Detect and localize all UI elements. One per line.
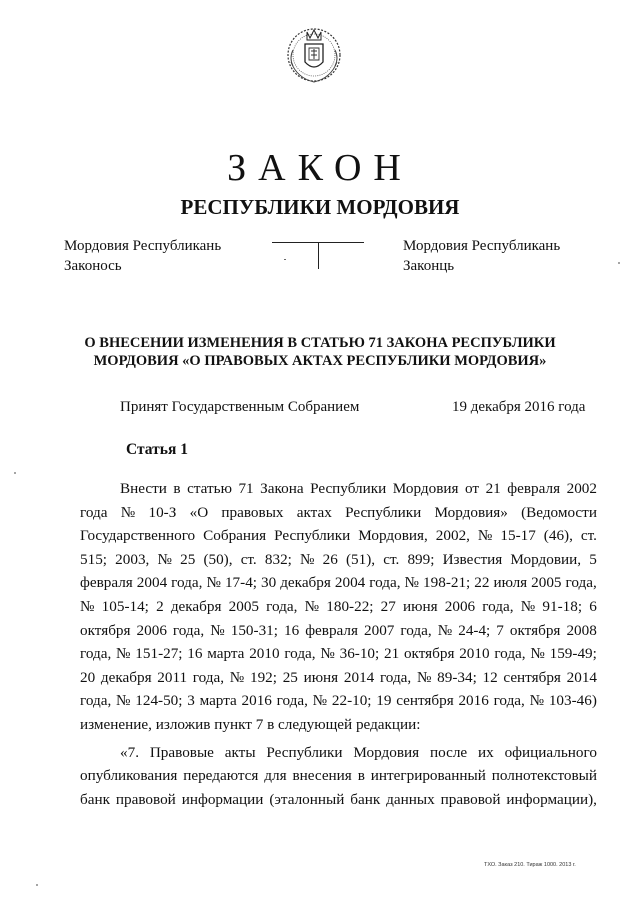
- scan-speck: [36, 884, 38, 886]
- body-word: Известия: [442, 550, 503, 568]
- body-word: «О: [189, 503, 209, 521]
- body-word: (эталонный: [269, 790, 345, 808]
- body-word: года,: [172, 621, 205, 639]
- body-word: 3: [187, 692, 195, 710]
- adopted-by: Принят Государственным Собранием: [120, 399, 360, 415]
- body-word: 16: [284, 621, 300, 639]
- body-word: 20: [80, 668, 96, 686]
- body-word: №: [116, 692, 131, 710]
- body-word: №: [206, 574, 221, 592]
- body-word: Республики: [266, 743, 343, 761]
- body-word: №: [529, 692, 545, 710]
- body-word: №: [320, 645, 335, 663]
- body-word: 515;: [80, 550, 108, 568]
- body-line: [80, 524, 597, 548]
- body-word: 159-49;: [549, 645, 597, 663]
- body-word: правовой: [440, 790, 501, 808]
- body-word: октября: [509, 621, 561, 639]
- body-line: [80, 788, 597, 812]
- body-word: банк: [80, 790, 110, 808]
- body-line: [80, 741, 597, 765]
- body-line: [80, 501, 597, 525]
- erzya-title-line: Мордовия Республикань: [403, 238, 561, 254]
- body-word: (51),: [346, 550, 376, 568]
- moksha-title-line: Мордовия Республикань: [64, 238, 222, 254]
- body-word: 6: [589, 597, 597, 615]
- body-word: Республики: [274, 527, 351, 545]
- body-word: октября: [80, 621, 131, 639]
- body-word: №: [120, 503, 136, 521]
- body-word: 2002: [566, 480, 597, 497]
- body-word: 2008: [566, 621, 597, 639]
- body-word: года,: [276, 692, 308, 710]
- moksha-title-line: Законось: [64, 258, 122, 274]
- body-word: 2: [156, 597, 164, 615]
- body-word: Республики: [310, 480, 387, 497]
- body-word: марта: [207, 645, 245, 663]
- body-word: сентября: [503, 668, 561, 686]
- body-word: 19: [376, 692, 392, 710]
- body-word: 30: [261, 574, 277, 592]
- body-word: июня: [403, 597, 438, 615]
- body-word: 105-14;: [101, 597, 149, 615]
- body-word: 2004: [334, 574, 366, 592]
- body-word: №: [477, 527, 493, 545]
- body-word: октября: [403, 645, 455, 663]
- body-word: 180-22;: [326, 597, 374, 615]
- body-word: года,: [192, 668, 225, 686]
- body-word: 2014: [343, 668, 375, 686]
- body-word: акты: [224, 743, 256, 761]
- body-word: актах: [296, 503, 332, 521]
- body-word: опубликования: [80, 767, 178, 785]
- body-word: 27: [380, 597, 396, 615]
- body-line: [80, 764, 597, 788]
- body-word: №: [312, 692, 328, 710]
- body-word: 192;: [249, 668, 277, 686]
- adopted-date: 19 декабря 2016 года: [452, 399, 586, 415]
- body-word: 899;: [407, 550, 435, 568]
- body-word: 36-10;: [339, 645, 380, 663]
- body-word: 2006: [136, 621, 167, 639]
- body-word: февраля: [305, 621, 358, 639]
- body-word: №: [300, 550, 315, 568]
- body-word: 21: [384, 645, 400, 663]
- body-word: сентября: [396, 692, 454, 710]
- law-subtitle: РЕСПУБЛИКИ МОРДОВИЯ: [180, 195, 460, 219]
- body-line: [80, 619, 597, 643]
- body-word: ст.: [383, 550, 400, 568]
- body-word: ст.: [580, 527, 597, 545]
- body-word: года,: [400, 621, 432, 639]
- body-word: Республики: [345, 503, 422, 521]
- body-word: 24-4;: [458, 621, 491, 639]
- body-word: года,: [266, 597, 298, 615]
- body-word: марта: [199, 692, 237, 710]
- body-word: Государственного: [80, 527, 196, 545]
- law-title: ЗАКОН: [227, 147, 413, 189]
- body-word: года,: [493, 692, 525, 710]
- body-word: 91-18;: [542, 597, 583, 615]
- body-word: (46),: [543, 527, 573, 545]
- body-word: года,: [369, 574, 401, 592]
- body-word: 2007: [364, 621, 395, 639]
- body-word: февраля: [80, 574, 133, 592]
- body-line: [80, 689, 597, 713]
- body-word: декабря: [100, 668, 152, 686]
- body-word: 26: [322, 550, 338, 568]
- body-word: декабря: [280, 574, 331, 592]
- body-word: декабря: [170, 597, 222, 615]
- body-line: [80, 595, 597, 619]
- body-word: 16: [187, 645, 203, 663]
- body-word: после: [429, 743, 468, 761]
- body-word: передаются: [183, 767, 259, 785]
- print-note: ТХО. Заказ 210. Тираж 1000. 2013 г.: [484, 862, 576, 868]
- body-word: №: [520, 597, 536, 615]
- body-word: июля: [493, 574, 528, 592]
- body-word: «7.: [120, 743, 139, 761]
- body-word: 89-34;: [437, 668, 477, 686]
- body-line: [80, 571, 597, 595]
- body-word: 2014: [566, 668, 597, 686]
- body-word: в: [357, 767, 365, 785]
- body-word: для: [264, 767, 287, 785]
- body-word: Мордовия,: [358, 527, 428, 545]
- body-word: Внести: [120, 480, 167, 497]
- body-word: 2005: [228, 597, 260, 615]
- body-word: 7: [496, 621, 504, 639]
- body-line: изменение, изложив пункт 7 в следующей редакции:: [80, 715, 421, 733]
- body-word: года,: [565, 574, 597, 592]
- body-line: [80, 548, 597, 572]
- body-word: 151-27;: [135, 645, 183, 663]
- body-word: Мордовия»: [434, 503, 508, 521]
- body-word: Мордовия: [392, 480, 459, 497]
- body-word: 71: [238, 480, 254, 497]
- body-word: 5: [589, 550, 597, 568]
- erzya-title-block: [403, 236, 560, 276]
- body-word: 2005: [531, 574, 562, 592]
- body-word: 124-50;: [135, 692, 183, 710]
- moksha-title-block: [64, 236, 221, 276]
- body-word: их: [478, 743, 494, 761]
- scan-speck: [14, 472, 16, 474]
- scan-speck: [618, 262, 620, 264]
- body-word: года: [80, 503, 108, 521]
- body-word: 198-21;: [423, 574, 471, 592]
- body-word: 2004: [136, 574, 168, 592]
- body-word: №: [530, 645, 545, 663]
- body-word: 2016: [458, 692, 489, 710]
- body-word: №: [210, 621, 225, 639]
- body-word: №: [404, 574, 420, 592]
- body-word: года,: [494, 645, 526, 663]
- body-word: 2003,: [115, 550, 150, 568]
- body-line: [80, 666, 597, 690]
- body-word: (50),: [203, 550, 233, 568]
- heading-line: МОРДОВИЯ «О ПРАВОВЫХ АКТАХ РЕСПУБЛИКИ МОРДОВИЯ»: [93, 353, 547, 369]
- body-word: 25: [282, 668, 298, 686]
- body-word: №: [116, 645, 131, 663]
- body-word: (Ведомости: [521, 503, 597, 521]
- body-word: 12: [482, 668, 498, 686]
- body-word: года,: [379, 668, 412, 686]
- coat-of-arms-icon: [283, 22, 345, 86]
- body-word: банк: [350, 790, 381, 808]
- body-word: №: [80, 597, 95, 615]
- body-word: 2002,: [435, 527, 470, 545]
- body-word: правовых: [221, 503, 284, 521]
- body-word: №: [416, 668, 432, 686]
- header-divider-vertical: [318, 242, 319, 269]
- heading-line: О ВНЕСЕНИИ ИЗМЕНЕНИЯ В СТАТЬЮ 71 ЗАКОНА РЕСПУБЛИКИ: [84, 335, 556, 351]
- body-word: от: [465, 480, 480, 497]
- body-line: [80, 477, 597, 501]
- body-word: июня: [303, 668, 339, 686]
- body-word: 25: [180, 550, 196, 568]
- body-word: 15-17: [500, 527, 536, 545]
- body-word: ст.: [240, 550, 257, 568]
- body-word: 17-4;: [224, 574, 258, 592]
- body-word: года,: [171, 574, 203, 592]
- body-word: Собрания: [203, 527, 267, 545]
- body-word: внесения: [292, 767, 352, 785]
- body-word: 22: [474, 574, 490, 592]
- body-word: №: [437, 621, 453, 639]
- body-word: 10-З: [148, 503, 177, 521]
- body-word: данных: [386, 790, 435, 808]
- law-heading: [0, 334, 640, 370]
- body-word: №: [157, 550, 172, 568]
- body-word: года,: [482, 597, 514, 615]
- body-word: 2006: [444, 597, 476, 615]
- body-word: 832;: [264, 550, 292, 568]
- body-word: 2010: [459, 645, 490, 663]
- body-word: Мордовия: [353, 743, 420, 761]
- body-word: информации: [181, 790, 264, 808]
- body-word: 103-46): [548, 692, 597, 710]
- body-word: 2011: [157, 668, 188, 686]
- body-word: года,: [80, 645, 112, 663]
- body-word: интегрированный: [370, 767, 486, 785]
- body-word: Закона: [260, 480, 304, 497]
- body-word: №: [304, 597, 320, 615]
- body-word: статью: [187, 480, 232, 497]
- body-word: официального: [504, 743, 597, 761]
- erzya-title-line: Законць: [403, 258, 455, 274]
- body-word: 2010: [249, 645, 280, 663]
- body-word: 21: [485, 480, 501, 497]
- body-word: в: [173, 480, 181, 497]
- body-word: Мордовии,: [510, 550, 582, 568]
- article-title: Статья 1: [126, 441, 188, 458]
- body-word: февраля: [507, 480, 561, 497]
- body-word: 22-10;: [331, 692, 372, 710]
- body-word: информации),: [506, 790, 597, 808]
- body-line: [80, 642, 597, 666]
- body-word: года,: [284, 645, 316, 663]
- body-word: Правовые: [149, 743, 214, 761]
- body-word: правовой: [115, 790, 176, 808]
- body-word: полнотекстовый: [491, 767, 597, 785]
- body-word: года,: [80, 692, 112, 710]
- body-word: №: [229, 668, 245, 686]
- body-word: 2016: [241, 692, 272, 710]
- article-body: [80, 477, 597, 811]
- scan-speck: [284, 259, 286, 260]
- body-word: 150-31;: [230, 621, 278, 639]
